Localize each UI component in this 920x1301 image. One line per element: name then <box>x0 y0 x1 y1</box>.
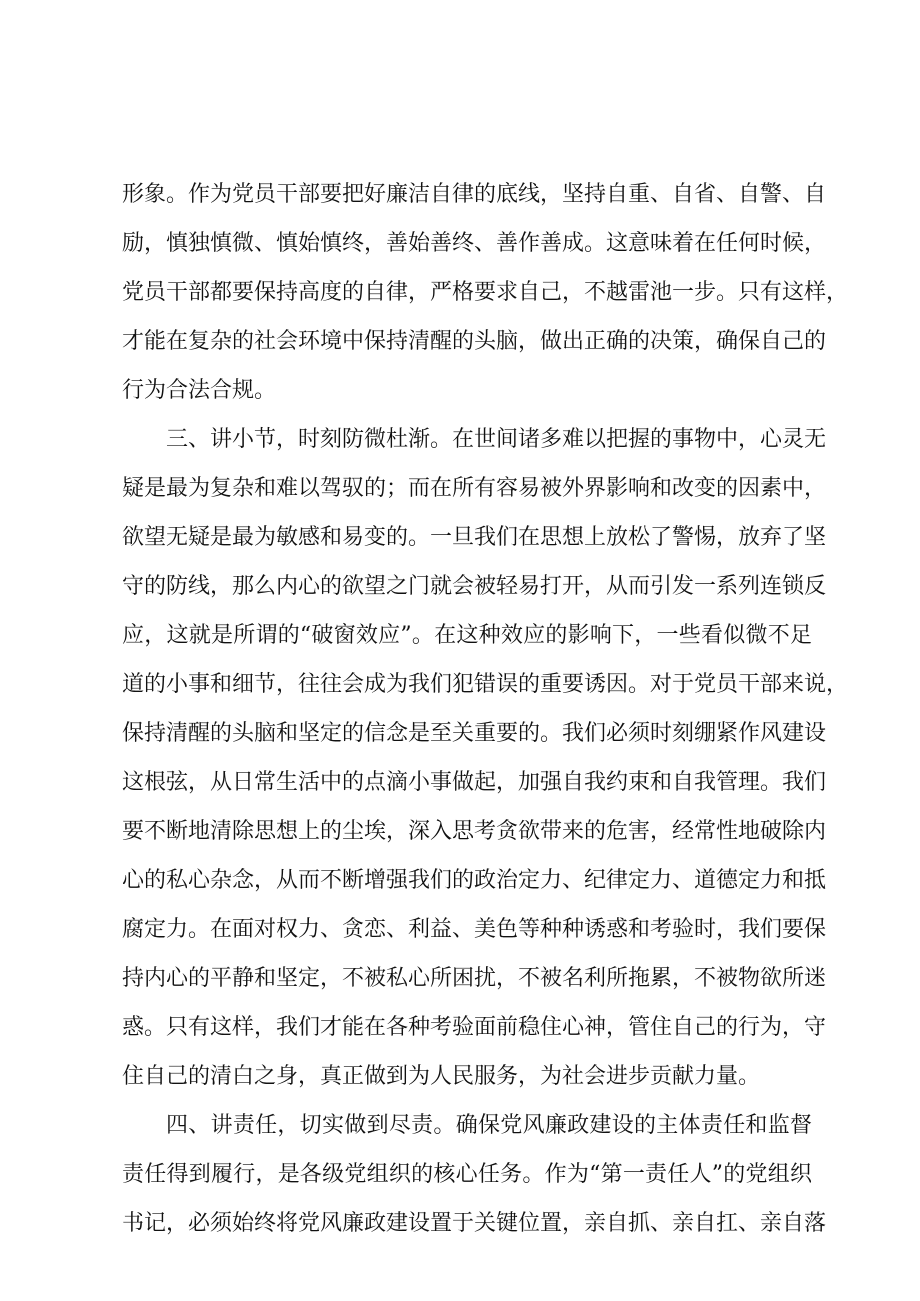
text-line: 这根弦，从日常生活中的点滴小事做起，加强自我约束和自我管理。我们 <box>122 770 827 795</box>
text-line: 心的私心杂念，从而不断增强我们的政治定力、纪律定力、道德定力和抵 <box>122 868 827 893</box>
text-line: 持内心的平静和坚定，不被私心所困扰，不被名利所拖累，不被物欲所迷 <box>122 966 827 991</box>
text-line: 要不断地清除思想上的尘埃，深入思考贪欲带来的危害，经常性地破除内 <box>122 819 827 844</box>
text-line: 惑。只有这样，我们才能在各种考验面前稳住心神，管住自己的行为，守 <box>122 1015 827 1040</box>
section-heading-line: 四、讲责任，切实做到尽责。确保党风廉政建设的主体责任和监督 <box>166 1113 812 1138</box>
text-line: 党员干部都要保持高度的自律，严格要求自己，不越雷池一步。只有这样， <box>122 280 849 305</box>
text-line: 形象。作为党员干部要把好廉洁自律的底线，坚持自重、自省、自警、自 <box>122 182 827 207</box>
text-line: 应，这就是所谓的“破窗效应”。在这种效应的影响下，一些看似微不足 <box>122 623 812 648</box>
text-line: 住自己的清白之身，真正做到为人民服务，为社会进步贡献力量。 <box>122 1064 761 1089</box>
paragraph-image-integrity <box>122 170 849 415</box>
text-line: 保持清醒的头脑和坚定的信念是至关重要的。我们必须时刻绷紧作风建设 <box>122 721 827 746</box>
text-line: 欲望无疑是最为敏感和易变的。一旦我们在思想上放松了警惕，放弃了坚 <box>122 525 827 550</box>
text-line: 才能在复杂的社会环境中保持清醒的头脑，做出正确的决策，确保自己的 <box>122 329 827 354</box>
text-line: 书记，必须始终将党风廉政建设置于关键位置，亲自抓、亲自扛、亲自落 <box>122 1211 827 1236</box>
paragraph-section-three <box>122 415 849 1101</box>
text-line: 疑是最为复杂和难以驾驭的；而在所有容易被外界影响和改变的因素中， <box>122 476 827 501</box>
text-line: 道的小事和细节，往往会成为我们犯错误的重要诱因。对于党员干部来说， <box>122 672 849 697</box>
document-body <box>122 170 849 1248</box>
text-line: 励，慎独慎微、慎始慎终，善始善终、善作善成。这意味着在任何时候， <box>122 231 827 256</box>
text-line: 腐定力。在面对权力、贪恋、利益、美色等种种诱惑和考验时，我们要保 <box>122 917 827 942</box>
text-line: 守的防线，那么内心的欲望之门就会被轻易打开，从而引发一系列连锁反 <box>122 574 827 599</box>
section-heading-line: 三、讲小节，时刻防微杜渐。在世间诸多难以把握的事物中，心灵无 <box>166 427 827 452</box>
text-line: 责任得到履行，是各级党组织的核心任务。作为“第一责任人”的党组织 <box>122 1162 812 1187</box>
text-line: 行为合法合规。 <box>122 378 277 403</box>
paragraph-section-four <box>122 1101 827 1248</box>
